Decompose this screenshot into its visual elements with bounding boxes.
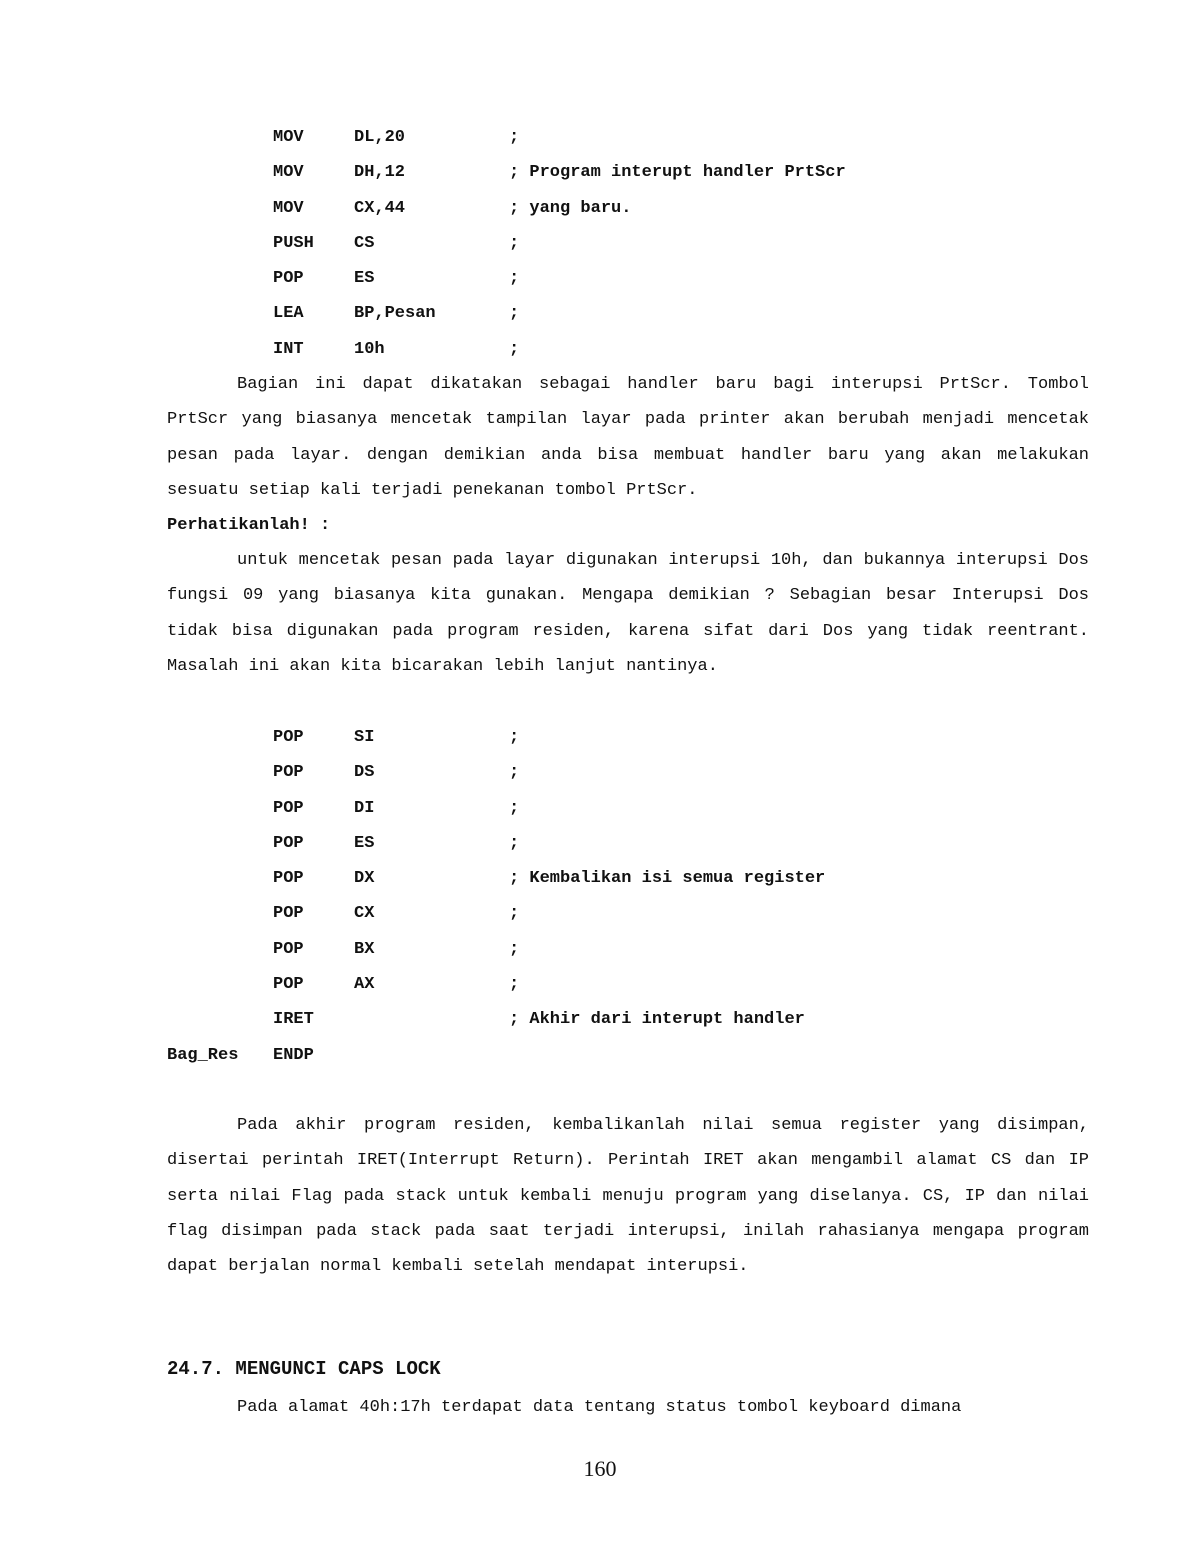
- code-line: [0, 834, 1200, 869]
- code-label: Bag_Res: [167, 1045, 239, 1065]
- code-operand: CX: [354, 904, 375, 924]
- code-opcode: POP: [273, 833, 304, 853]
- paragraph-4: Pada alamat 40h:17h terdapat data tentang status tombol keyboard dimana: [237, 1398, 962, 1417]
- code-comment: ;: [509, 833, 520, 853]
- code-line: [0, 904, 1200, 939]
- code-opcode: INT: [273, 339, 304, 359]
- code-opcode: POP: [273, 975, 304, 995]
- code-operand: BX: [354, 939, 375, 959]
- code-block-1: [0, 128, 1200, 375]
- code-operand: 10h: [354, 339, 385, 359]
- code-opcode: IRET: [273, 1010, 314, 1030]
- code-opcode: POP: [273, 939, 304, 959]
- code-comment: ;: [509, 339, 520, 359]
- code-opcode: POP: [273, 763, 304, 783]
- code-operand: DH,12: [354, 163, 406, 183]
- code-comment: ;: [509, 904, 520, 924]
- code-operand: DL,20: [354, 128, 406, 147]
- code-operand: DI: [354, 798, 375, 818]
- code-line: [0, 199, 1200, 234]
- paragraph-2: untuk mencetak pesan pada layar digunakan interupsi 10h, dan bukannya interupsi Dos fungsi 09 yang biasanya kita gunakan. Mengapa demikian ? Sebagian besar Interupsi Dos tidak bisa digunakan pada program residen, karena sifat dari Dos yang tidak reentrant. Masalah ini akan kita bicarakan lebih lanjut nantinya.: [167, 551, 1089, 676]
- code-opcode: PUSH: [273, 233, 314, 253]
- code-line: [0, 975, 1200, 1010]
- code-operand: AX: [354, 975, 375, 995]
- code-comment: ;: [509, 728, 520, 747]
- code-operand: DX: [354, 869, 375, 889]
- code-line: [0, 128, 1200, 163]
- code-opcode: POP: [273, 869, 304, 889]
- code-opcode: MOV: [273, 163, 304, 183]
- code-opcode: MOV: [273, 198, 304, 218]
- code-comment: ;: [509, 128, 520, 147]
- code-comment: ; yang baru.: [509, 198, 632, 218]
- code-comment: ;: [509, 798, 520, 818]
- code-line: [0, 304, 1200, 339]
- code-comment: ;: [509, 763, 520, 783]
- code-operand: CX,44: [354, 198, 406, 218]
- code-operand: CS: [354, 233, 375, 253]
- code-comment: ; Program interupt handler PrtScr: [509, 163, 846, 183]
- page-number: 160: [583, 1456, 617, 1481]
- code-line: [0, 1010, 1200, 1045]
- code-block-2: [0, 728, 1200, 1081]
- code-opcode: POP: [273, 904, 304, 924]
- code-line: [0, 763, 1200, 798]
- code-line: [0, 163, 1200, 198]
- code-comment: ;: [509, 939, 520, 959]
- code-line: [0, 1046, 1200, 1081]
- code-comment: ; Kembalikan isi semua register: [509, 869, 826, 889]
- code-line: [0, 234, 1200, 269]
- code-line: [0, 799, 1200, 834]
- code-comment: ;: [509, 975, 520, 995]
- code-operand: ES: [354, 269, 375, 289]
- code-operand: SI: [354, 728, 375, 747]
- code-operand: BP,Pesan: [354, 304, 436, 324]
- section-heading: 24.7. MENGUNCI CAPS LOCK: [167, 1358, 441, 1380]
- code-opcode: POP: [273, 269, 304, 289]
- code-opcode: LEA: [273, 304, 304, 324]
- code-line: [0, 269, 1200, 304]
- code-operand: ES: [354, 833, 375, 853]
- code-line: [0, 940, 1200, 975]
- note-label: Perhatikanlah! :: [167, 516, 331, 535]
- code-line: [0, 869, 1200, 904]
- code-comment: ; Akhir dari interupt handler: [509, 1010, 805, 1030]
- paragraph-1: Bagian ini dapat dikatakan sebagai handler baru bagi interupsi PrtScr. Tombol PrtScr yang biasanya mencetak tampilan layar pada printer akan berubah menjadi mencetak pesan pada layar. dengan demikian anda bisa membuat handler baru yang akan melakukan sesuatu setiap kali terjadi penekanan tombol PrtScr.: [167, 375, 1089, 500]
- code-comment: ;: [509, 269, 520, 289]
- code-opcode: ENDP: [273, 1045, 314, 1065]
- code-opcode: POP: [273, 798, 304, 818]
- code-operand: DS: [354, 763, 375, 783]
- code-comment: ;: [509, 233, 520, 253]
- code-opcode: MOV: [273, 128, 304, 147]
- paragraph-3: Pada akhir program residen, kembalikanlah nilai semua register yang disimpan, disertai perintah IRET(Interrupt Return). Perintah IRET akan mengambil alamat CS dan IP serta nilai Flag pada stack untuk kembali menuju program yang diselanya. CS, IP dan nilai flag disimpan pada stack pada saat terjadi interupsi, inilah rahasianya mengapa program dapat berjalan normal kembali setelah mendapat interupsi.: [167, 1116, 1089, 1277]
- code-line: [0, 728, 1200, 763]
- code-comment: ;: [509, 304, 520, 324]
- code-opcode: POP: [273, 728, 304, 747]
